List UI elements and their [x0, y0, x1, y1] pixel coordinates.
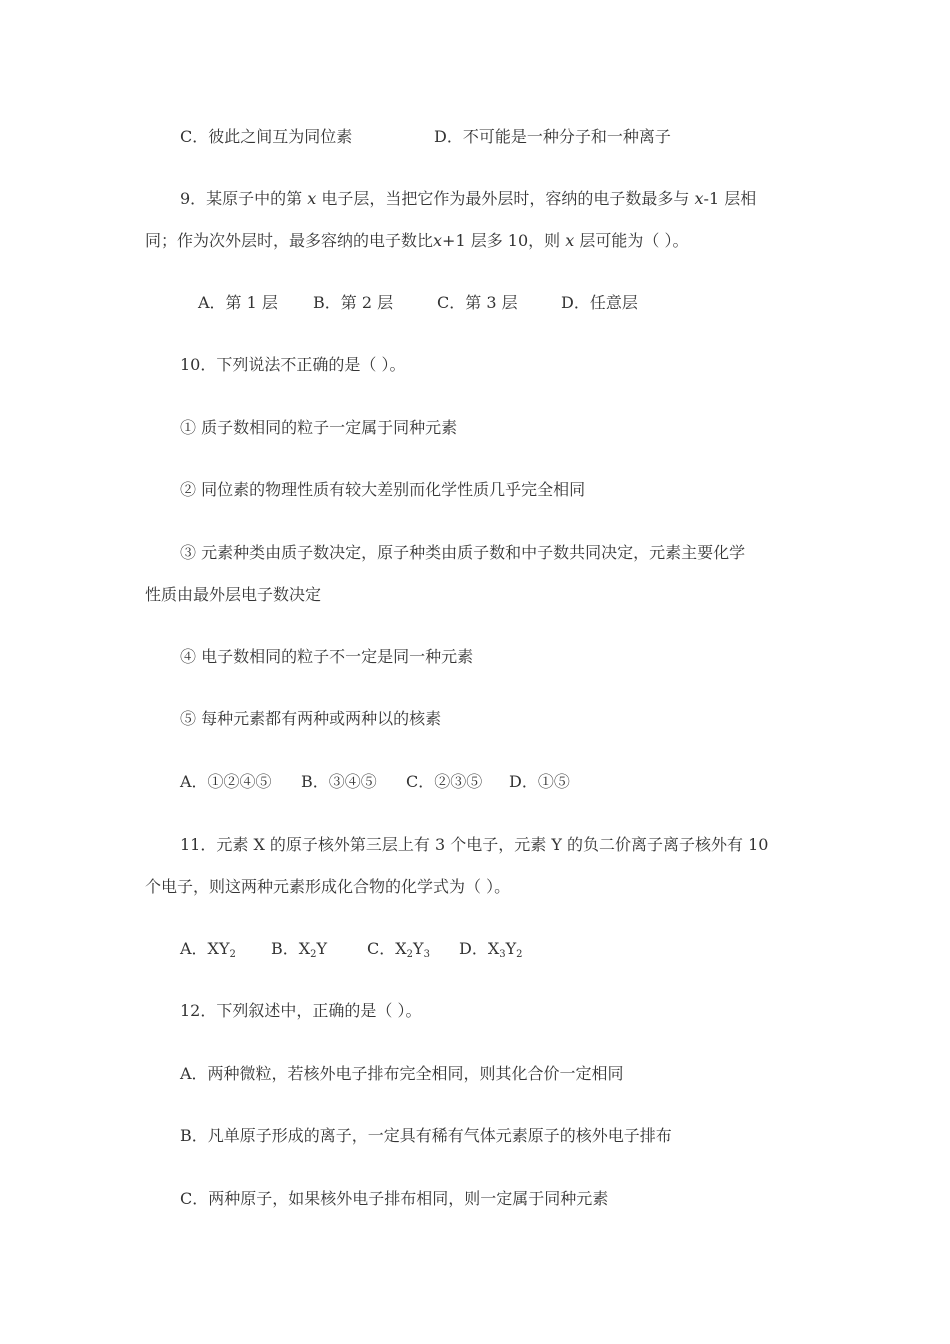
variable-x: x	[307, 189, 317, 208]
q10-option-b: B．③④⑤	[301, 772, 377, 791]
q9-text: -1 层相	[703, 189, 757, 208]
subscript: 3	[423, 949, 430, 960]
q9-text: 同；作为次外层时，最多容纳的电子数比	[145, 231, 434, 250]
q11-option-b	[271, 938, 327, 966]
subscript: 2	[406, 949, 414, 960]
q10-option-a: A．①②④⑤	[180, 772, 272, 791]
q9-option-c: C．第 3 层	[437, 293, 518, 312]
formula-text: Y	[413, 939, 424, 958]
q9-stem-line2	[145, 230, 688, 252]
q12-option-b: B．凡单原子形成的离子，一定具有稀有气体元素原子的核外电子排布	[180, 1126, 672, 1145]
q11-option-a	[180, 938, 236, 966]
variable-x: x	[565, 231, 575, 250]
subscript: 2	[310, 949, 317, 960]
q10-option-c: C．②③⑤	[406, 772, 483, 791]
variable-x: x	[433, 231, 443, 250]
q10-statement-3-line1: ③ 元素种类由质子数决定，原子种类由质子数和中子数共同决定，元素主要化学	[180, 543, 746, 562]
q12-option-c: C．两种原子，如果核外电子排布相同，则一定属于同种元素	[180, 1189, 609, 1208]
formula-text: B．X	[271, 939, 311, 958]
subscript: 2	[516, 949, 523, 960]
q11-option-c	[367, 938, 430, 966]
formula-text: D．X	[459, 939, 500, 958]
q10-statement-4: ④ 电子数相同的粒子不一定是同一种元素	[180, 647, 474, 666]
subscript: 2	[229, 949, 236, 960]
q9-text: +1 层多 10，则	[442, 231, 561, 250]
q10-statement-2: ② 同位素的物理性质有较大差别而化学性质几乎完全相同	[180, 480, 586, 499]
q9-text: 9．某原子中的第	[180, 189, 303, 208]
q12-option-a: A．两种微粒，若核外电子排布完全相同，则其化合价一定相同	[180, 1064, 624, 1083]
q9-text: 层可能为（ ）。	[579, 231, 689, 250]
q8-option-d: D．不可能是一种分子和一种离子	[434, 127, 671, 146]
formula-text: Y	[505, 939, 517, 958]
q10-option-d: D．①⑤	[509, 772, 570, 791]
q11-stem-line2: 个电子，则这两种元素形成化合物的化学式为（ ）。	[145, 877, 511, 896]
q9-option-d: D．任意层	[561, 293, 638, 312]
q10-statement-1: ① 质子数相同的粒子一定属于同种元素	[180, 418, 458, 437]
q11-stem-line1: 11．元素 X 的原子核外第三层上有 3 个电子，元素 Y 的负二价离子离子核外有 10	[180, 835, 769, 854]
q11-option-d	[459, 938, 523, 966]
variable-x: x	[694, 189, 704, 208]
subscript: 3	[499, 949, 506, 960]
q12-stem: 12．下列叙述中，正确的是（ ）。	[180, 1001, 422, 1020]
q10-statement-5: ⑤ 每种元素都有两种或两种以的核素	[180, 709, 442, 728]
q9-text: 电子层，当把它作为最外层时，容纳的电子数最多与	[321, 189, 690, 208]
q9-option-a: A．第 1 层	[198, 293, 278, 312]
formula-text: A．XY	[180, 939, 230, 958]
q10-stem: 10．下列说法不正确的是（ ）。	[180, 355, 406, 374]
q9-option-b: B．第 2 层	[313, 293, 394, 312]
q8-option-c: C．彼此之间互为同位素	[180, 127, 353, 146]
formula-text: Y	[316, 939, 328, 958]
q10-statement-3-line2: 性质由最外层电子数决定	[145, 585, 322, 604]
q9-stem-line1	[180, 188, 756, 210]
formula-text: C．X	[367, 939, 407, 958]
